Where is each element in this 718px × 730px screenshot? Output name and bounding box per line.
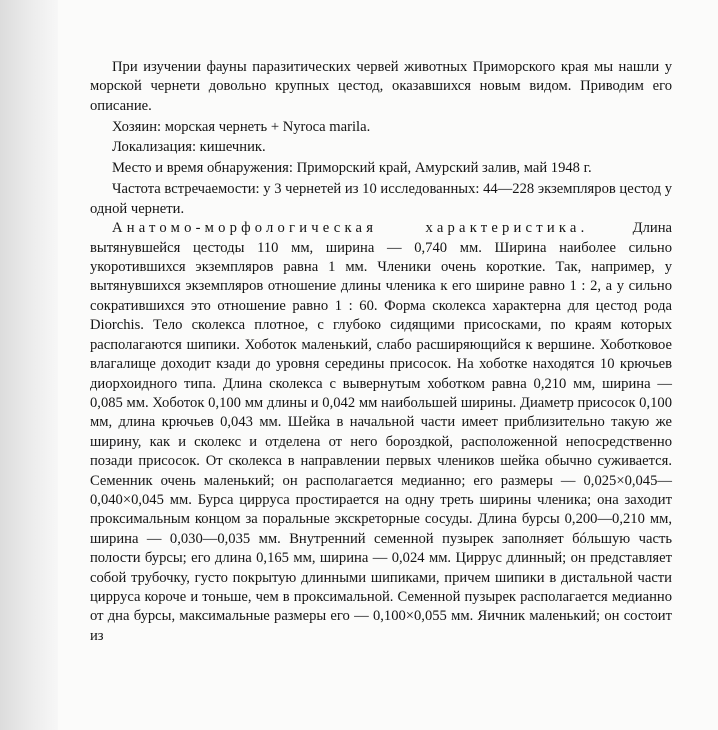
morphology-heading: Анатомо-морфологическая характеристика. [112, 220, 589, 237]
location-line: Место и время обнаружения: Приморский край, Амурский залив, май 1948 г. [112, 160, 592, 177]
host-line: Хозяин: морская чернеть + Nyroca marila. [112, 119, 371, 136]
frequency-line: Частота встречаемости: у 3 чернетей из 10 исследованных: 44—228 экземпляров цестод у одной чернети. [90, 181, 672, 217]
document-page [58, 0, 718, 730]
document-text [90, 58, 672, 646]
localization-line: Локализация: кишечник. [112, 138, 266, 155]
morphology-paragraph [90, 219, 672, 646]
morphology-body: Длина вытянувшейся цестоды 110 мм, ширина — 0,740 мм. Ширина наиболее сильно укоротившихся экземпляров равна 1 мм. Членики очень короткие. Так, например, у вытянувшихся экземпляров отношение длины членика к его ширине равно 1 : 2, а у сильно сократившихся это отношение равно 1 : 60. Форма сколекса характерна для цестод рода Diorchis. Тело сколекса плотное, с глубоко сидящими присосками, по краям которых располагаются шипики. Хоботок маленький, слабо расширяющийся к вершине. Хоботковое влагалище доходит кзади до уровня середины присосок. На хоботке находятся 10 крючьев диорхоидного типа. Длина сколекса с вывернутым хоботком равна 0,210 мм, ширина — 0,085 мм. Хоботок 0,100 мм длины и 0,042 мм наибольшей ширины. Диаметр присосок 0,100 мм, длина крючьев 0,043 мм. Шейка в начальной части имеет приблизительно такую же ширину, как и сколекс и отделена от него бороздкой, расположенной непосредственно позади присосок. От сколекса в направлении первых члеников шейка обычно суживается. Семенник очень маленький; он располагается медианно; его размеры — 0,025×0,045—0,040×0,045 мм. Бурса цирруса простирается на одну треть ширины членика; она заходит проксимальным концом за поральные экскреторные сосуды. Длина бурсы 0,200—0,210 мм, ширина — 0,030—0,035 мм. Внутренний семенной пузырек заполняет бóльшую часть полости бурсы; его длина 0,165 мм, ширина — 0,024 мм. Циррус длинный; он представляет собой трубочку, густо покрытую длинными шипиками, причем шипики в дистальной части цирруса короче и тоньше, чем в проксимальной. Семенной пузырек располагается медианно от дна бурсы, максимальные размеры его — 0,100×0,055 мм. Яичник маленький; он состоит из [90, 220, 672, 644]
intro-paragraph: При изучении фауны паразитических червей животных Приморского края мы нашли у морской чернети довольно крупных цестод, оказавшихся новым видом. Приводим его описание. [90, 59, 672, 114]
scan-margin [0, 0, 58, 730]
